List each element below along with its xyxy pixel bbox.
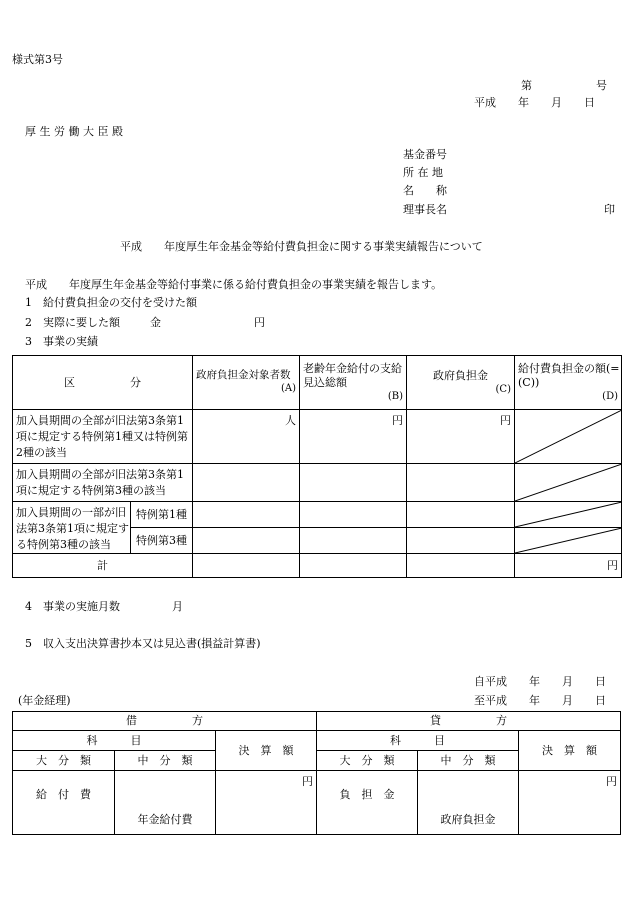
debit-major-header: 大 分 類 — [13, 751, 115, 771]
results-table — [12, 355, 622, 578]
row-2-diagonal — [515, 464, 622, 502]
total-sum — [300, 554, 407, 578]
col-d-label: 給付費負担金の額(=(C)) — [518, 362, 620, 389]
director-label: 理事長名 — [403, 203, 447, 216]
row-2-govt — [407, 464, 515, 502]
col-kubun-header: 区 分 — [13, 356, 193, 410]
debit-subject: 科 目 — [13, 731, 216, 751]
name-label: 名 称 — [403, 184, 447, 197]
row-2-count — [193, 464, 300, 502]
item-4-unit: 月 — [172, 600, 183, 613]
item-2-kin: 金 — [150, 316, 161, 329]
row-1-govt: 円 — [407, 410, 515, 464]
debit-amount: 円 — [216, 771, 317, 835]
col-d-mark: (D) — [602, 391, 618, 402]
credit-middle-header: 中 分 類 — [418, 751, 519, 771]
total-amount: 円 — [515, 554, 622, 578]
item-3: 3 事業の実績 — [25, 335, 98, 348]
row-1-total: 円 — [300, 410, 407, 464]
period-from: 自平成 年 月 日 — [474, 675, 606, 688]
credit-amount: 円 — [519, 771, 621, 835]
row-3a-diagonal — [515, 502, 622, 528]
item-1: 1 給付費負担金の交付を受けた額 — [25, 296, 197, 309]
col-a-header — [193, 356, 300, 410]
row-3b-total — [300, 528, 407, 554]
credit-header: 貸 方 — [317, 712, 621, 731]
item-2: 2 実際に要した額 — [25, 316, 120, 329]
date-line: 平成 年 月 日 — [474, 96, 595, 109]
item-5: 5 収入支出決算書抄本又は見込書(損益計算書) — [25, 637, 261, 650]
total-govt — [407, 554, 515, 578]
row-3-sub-1: 特例第1種 — [131, 502, 193, 528]
debit-major-value: 給 付 費 — [13, 771, 115, 835]
col-a-label: 政府負担金対象者数 — [196, 369, 291, 381]
debit-settlement: 決 算 額 — [216, 731, 317, 771]
col-c-label: 政府負担金 — [433, 369, 488, 382]
diagonal-line — [515, 502, 622, 527]
row-3b-diagonal — [515, 528, 622, 554]
intro-text: 平成 年度厚生年金基金等給付事業に係る給付費負担金の事業実績を報告します。 — [25, 278, 443, 291]
row-3b-count — [193, 528, 300, 554]
item-4: 4 事業の実施月数 — [25, 600, 120, 613]
item-2-yen: 円 — [254, 316, 265, 329]
total-label: 計 — [13, 554, 193, 578]
col-c-header — [407, 356, 515, 410]
row-3a-total — [300, 502, 407, 528]
total-count — [193, 554, 300, 578]
row-3a-govt — [407, 502, 515, 528]
debit-middle-value: 年金給付費 — [115, 771, 216, 835]
row-3-label: 加入員期間の一部が旧法第3条第1項に規定する特例第3種の該当 — [13, 502, 131, 554]
pension-accounting-caption: (年金経理) — [18, 694, 71, 707]
credit-major-value: 負 担 金 — [317, 771, 418, 835]
row-2-total — [300, 464, 407, 502]
row-1-count: 人 — [193, 410, 300, 464]
row-2-label: 加入員期間の全部が旧法第3条第1項に規定する特例第3種の該当 — [13, 464, 193, 502]
row-3-sub-2: 特例第3種 — [131, 528, 193, 554]
diagonal-line — [515, 464, 622, 501]
period-to: 至平成 年 月 日 — [474, 694, 606, 707]
address-label: 所 在 地 — [403, 166, 443, 179]
debit-middle-header: 中 分 類 — [115, 751, 216, 771]
credit-settlement: 決 算 額 — [519, 731, 621, 771]
row-1-diagonal — [515, 410, 622, 464]
credit-subject: 科 目 — [317, 731, 519, 751]
col-b-header — [300, 356, 407, 410]
col-b-mark: (B) — [387, 391, 403, 402]
col-c-mark: (C) — [495, 384, 511, 395]
addressee: 厚 生 労 働 大 臣 殿 — [25, 125, 123, 138]
col-b-label: 老齢年金給付の支給見込総額 — [303, 362, 402, 389]
credit-middle-value: 政府負担金 — [418, 771, 519, 835]
row-1-label: 加入員期間の全部が旧法第3条第1項に規定する特例第1種又は特例第2種の該当 — [13, 410, 193, 464]
col-d-header — [515, 356, 622, 410]
number-label: 第 — [521, 79, 532, 92]
seal-mark: 印 — [604, 203, 615, 216]
row-3b-govt — [407, 528, 515, 554]
credit-major-header: 大 分 類 — [317, 751, 418, 771]
fund-number-label: 基金番号 — [403, 148, 447, 161]
diagonal-line — [515, 410, 622, 463]
number-suffix: 号 — [596, 79, 607, 92]
diagonal-line — [515, 528, 622, 553]
settlement-table — [12, 711, 621, 835]
form-id: 様式第3号 — [12, 53, 63, 66]
col-a-mark: (A) — [280, 383, 296, 394]
report-title: 平成 年度厚生年金基金等給付費負担金に関する事業実績報告について — [120, 240, 483, 253]
debit-header: 借 方 — [13, 712, 317, 731]
row-3a-count — [193, 502, 300, 528]
